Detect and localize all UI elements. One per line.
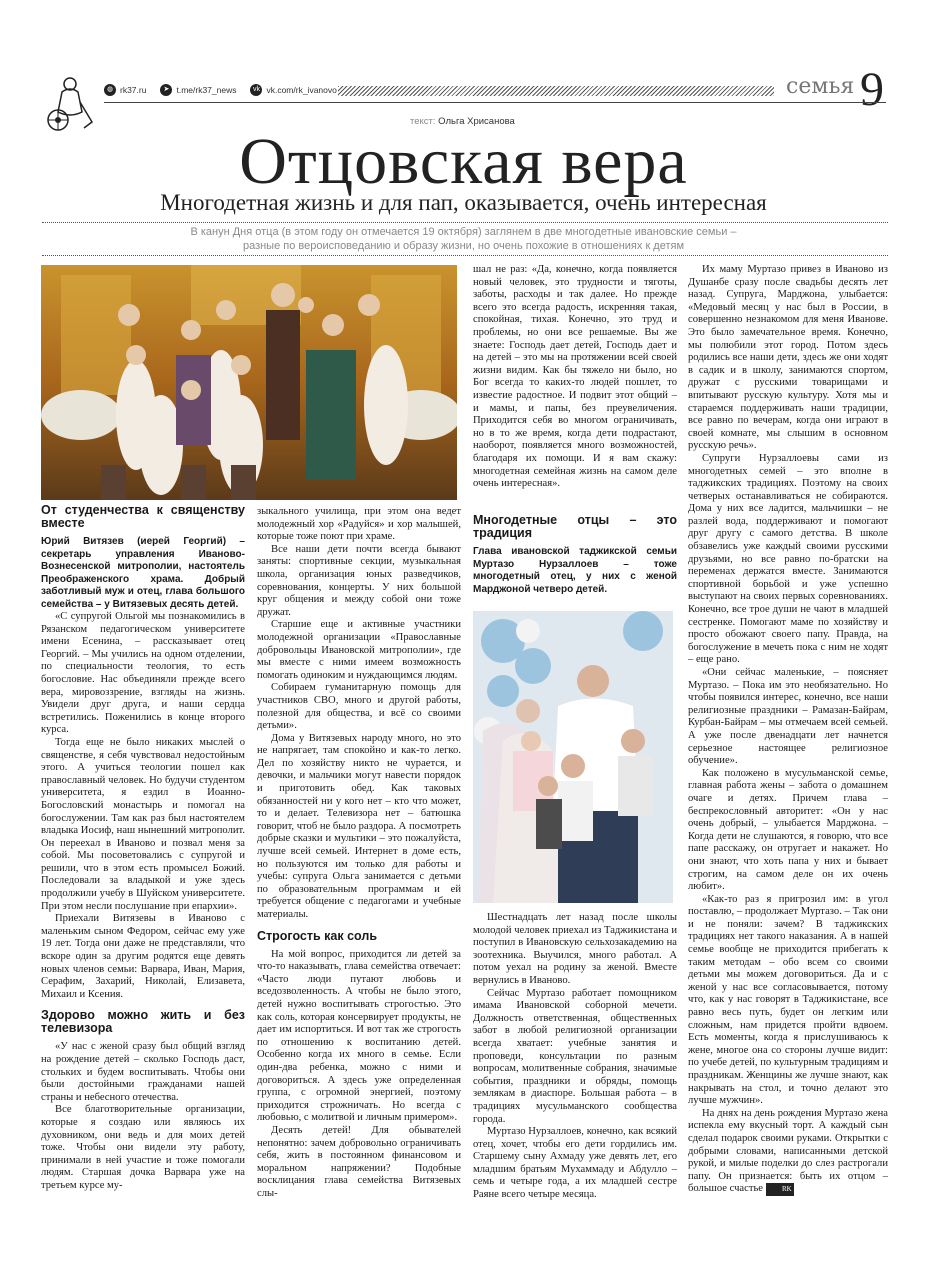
article-title: Отцовская вера [239,125,688,198]
column-3-bottom: Шестнадцать лет назад после школы молодой человек приехал из Таджикистана и поступил в Ивановскую сельхозакадемию на зоотехника. Выучился, много работал. А потом уехал на родину за женой. Вместе вернулись в Иваново. Сейчас Муртазо работает помощником имама Ивановской соборной мечети. Должность ответственная, общественных забот в любой религиозной организации всегда хватает: учебные занятия и проповеди, консультации по разным вопросам, молитвенные собрания, значимые события, праздники и обряды, помощь землякам в диаспоре. Большая работа – в традициях мусульманского сообщества города. Муртазо Нурзаллоев, конечно, как всякий отец, хочет, чтобы его дети гордились им. Старшему сыну Ахмаду уже девять лет, его младшим братьям Мухаммаду и Абдулло – семь и четыре года, а их младшей сестре Раяне всего четыре месяца. [473,912,677,1201]
section-heading: Многодетные отцы – это традиция [473,514,677,540]
header-hatch [338,86,774,96]
article-lead: В канун Дня отца (в этом году он отмечается 19 октября) заглянем в две многодетные ивановские семьи – разные по вероисповеданию и образу жизни, но очень похожие в отношениях к детям [190,226,737,252]
column-3-top: шал не раз: «Да, конечно, когда появляется новый человек, это трудности и тяготы, заботы, расходы и так далее. Но прежде всего это всегда радость, искренняя такая, спокойная, тихая. Конечно, это труд и проблемы, но они все решаемые. Вы же знаете: Господь дает детей, Господь дает и на детей – это мы на протяжении всей своей жизни видим. Как бы тяжело ни было, но Бог всегда то каких-то людей пошлет, то известие радостное. И подвит этот общий – и мамы, и папы, без преувеличения. Приходится себя во многом ограничивать, но в то же время, когда дети подрастают, наоборот, появляется много возможностей, благодаря их помощи. И я вам скажу: многодетная семейная жизнь на самом деле очень интересная». [473,264,677,490]
divider [42,255,888,256]
article-subtitle: Многодетная жизнь и для пап, оказывается, очень интересная [160,190,767,215]
vityazev-family-photo [41,265,457,500]
section-heading: От студенчества к священству вместе [41,504,245,530]
column-4: Их маму Муртазо привез в Иваново из Душанбе сразу после свадьбы десять лет назад. Супруга, Марджона, улыбается: «Медовый месяц у нас был в России, в совершенно незнакомом для меня Иванове. Это было замечательное время. Конечно, мы полюбили этот город. Потом здесь родились все наши дети, здесь же они ходят в садик и в школу, занимаются спортом, дружат с русскими товарищами и впитывают русскую культуру. Хотя мы и стараемся поддерживать наши традиции, все равно по вечерам, когда они играют в своей комнате, мы слышим в основном русскую речь». Супруги Нурзаллоевы сами из многодетных семей – это вполне в таджикских традициях. Поэтому на своих четверых останавливаться не собираются. Дома у них все ладится, мальчишки – не разлей вода, поддерживают и помогают друг другу с самого детства. В школе обзавелись уже каждый своими русскими друзьями, но все равно по-братски на переменах держатся вместе. Занимаются спортивной борьбой и уже успешно выступают на своих первых соревнованиях. Конечно, все трое души не чают в младшей сестренке. Помогают маме по хозяйству и просто обожают своего папу. Правда, на богослужение в мечеть пока с ним не ходят – еще рано. «Они сейчас маленькие, – поясняет Муртазо. – Пока им это необязательно. Но чтобы появился интерес, конечно, все наши религиозные праздники – Рамазан-Байрам, Курбан-Байрам – мы отмечаем всей семьей. А уже после двенадцати лет начнется серьезное настоящее религиозное обучение». Как положено в мусульманской семье, главная работа жены – забота о домашнем очаге и детях. Причем глава – беспрекословный авторитет: «Он у нас очень добрый, – улыбается Марджона. – Когда дети не слушаются, я говорю, что все папе расскажу, он отругает и накажет. Но они знают, что хоть папа у них и бывает строгим, на самом деле он их очень любит». «Как-то раз я пригрозил им: в угол поставлю, – продолжает Муртазо. – Так они и не поняли: зачем? В таджикских традициях нет такого наказания. А в нашей семье вообще не приходится прибегать к таким методам – обо всем со своими детьми мы можем договориться. Да и с женой у нас все согласовывается, потому что, как у нас говорят в Таджикистане, все равно весь путь, будет он легким или сложным, нам придется пройти вдвоем. Есть моменты, когда я прислушиваюсь к жене, многое она со стороны лучше видит: по учебе детей, по культурным традициям и праздникам. Женщины же лучше знают, как накрывать на стол, и точно делают это лучше мужчин». На днях на день рождения Муртазо жена испекла ему вкусный торт. А каждый сын сделал подарок своими руками. Открытки с добрыми словами, написанными детской рукой, и милые поделки до слез растрогали папу. Он признается: быть их отцом – большое счастье RK [688,264,888,1195]
divider [42,222,888,223]
intro-paragraph: Глава ивановской таджикской семьи Муртазо Нурзаллоев – тоже многодетный отец, у них с женой Марджоной четверо детей. [473,546,677,595]
telegram-icon: ➤ [160,84,172,96]
column-2: зыкального училища, при этом она ведет молодежный хор «Радуйся» и хор малышей, которые тоже поют при храме. Все наши дети почти всегда бывают заняты: спортивные секции, музыкальная школа, организация юных разведчиков, соревнования, концерты. У них большой круг общения и между собой они тоже дружат. Старшие еще и активные участники молодежной организации «Православные добровольцы Ивановской митрополии», где мы вместе с ними имеем возможность помогать одиноким и нуждающимся людям. Собираем гуманитарную помощь для участников СВО, много и другой работы, полезной для общества, и всё со своими детьми». Дома у Витязевых народу много, но это не напрягает, там спокойно и как-то легко. Дел по хозяйству никто не чурается, и девочки, и мальчики могут навести порядок и приготовить обед. Как таковых обязанностей ни у кого нет – кто что может, то и делает. Телевизора нет – батюшка говорит, чтоб не было раздора. А посмотреть добрые сказки и мультики – это пожалуйста, лучше всей семьей. Интернет в доме есть, но пользуются им только для работы и учебы: супруга Ольга занимается с детьми по образовательным программам и ей требуется общение с педагогами и учебные материалы. Строгость как соль На мой вопрос, приходится ли детей за что-то наказывать, глава семейства отвечает: «Часто люди путают любовь и вседозволенность. А чтобы не было этого, детей нужно воспитывать строгостью. Это как соль, которая консервирует продукты, не дает им испортиться. И вот так же строгость по отношению к воспитанию детей. Особенно когда их много в семье. Если один-два ребенка, можно с ними и договориться. А здесь уже определенная группа, с огромной энергией, поэтому приходится строжничать. Но всегда с любовью, с молитвой и личным примером». Десять детей! Для обывателей непонятно: зачем добровольно ограничивать себя, жить в постоянном финансовом и моральном напряжении? Подобные восклицания глава семейства Витязевых слы- [257,506,461,1199]
column-3-intro [473,514,677,606]
header-link-site[interactable]: ◍ rk37.ru [104,84,146,96]
header-rule [104,102,886,103]
vk-icon: vk [250,84,262,96]
end-mark: RK [766,1183,794,1196]
page-number: 9 [860,63,884,116]
header-links [104,84,337,96]
column-1: От студенчества к священству вместе Юрий Витязев (иерей Георгий) – секретарь управления Иваново-Вознесенской митрополии, настоятель Преображенского храма. Добрый заботливый муж и отец, глава большого семейства – у Витязевых десять детей. «С супругой Ольгой мы познакомились в Рязанском педагогическом университете имени Есенина, – рассказывает отец Георгий. – Мы учились на одном отделении, по специальности теология, то есть богословие. Нас объединяли прежде всего вера, мировоззрение, взгляды на жизнь. Увидели друг друга, и наши сердца встретились. Поженились в конце второго курса. Тогда еще не было никаких мыслей о священстве, я себя чувствовал недостойным этого. А учиться теологии пошел как православный человек. Но будучи студентом университета, я ездил в Иоанно-Богословский монастырь и помогал на богослужении. Там как раз был настоятелем владыка Иосиф, наш нынешний митрополит. Он переехал в Иваново и позвал меня за собой. Мы посоветовались с супругой и решили, что в этом есть промысел Божий. Последовали за владыкой и уже здесь продолжили учебу в Шуйском университете. При этом несли послушание при епархии». Приехали Витязевы в Иваново с маленьким сыном Федором, сейчас ему уже 19 лет. Тогда они даже не представляли, что вскоре один за другим родятся еще девять новых членов семьи: Варвара, Иван, Мария, Серафим, Захарий, Николай, Елизавета, Михаил и Ксения. Здорово можно жить и без телевизора «У нас с женой сразу был общий взгляд на рождение детей – сколько Господь даст, стольких и будем воспитывать. Чтобы они были достойными гражданами нашей страны и небесного отечества. Все благотворительные организации, которые я создаю или являюсь их духовником, они ведь и для моих детей тоже. Чтобы они видели эту работу, принимали в ней участие и тоже помогали людям. Старшая дочка Варвара уже на третьем курсе му- [41,504,245,1191]
globe-icon: ◍ [104,84,116,96]
nurzalloev-family-photo [473,611,673,903]
author-line: текст: Ольга Хрисанова [410,116,515,127]
header-link-telegram[interactable]: ➤ t.me/rk37_news [160,84,236,96]
intro-paragraph: Юрий Витязев (иерей Георгий) – секретарь управления Иваново-Вознесенской митрополии, настоятель Преображенского храма. Добрый заботливый муж и отец, глава большого семейства – у Витязевых десять детей. [41,536,245,610]
section-name: семья [786,74,855,99]
header-link-vk[interactable]: vk vk.com/rk_ivanovo [250,84,336,96]
section-heading: Здорово можно жить и без телевизора [41,1008,245,1036]
section-heading: Строгость как соль [257,928,378,943]
